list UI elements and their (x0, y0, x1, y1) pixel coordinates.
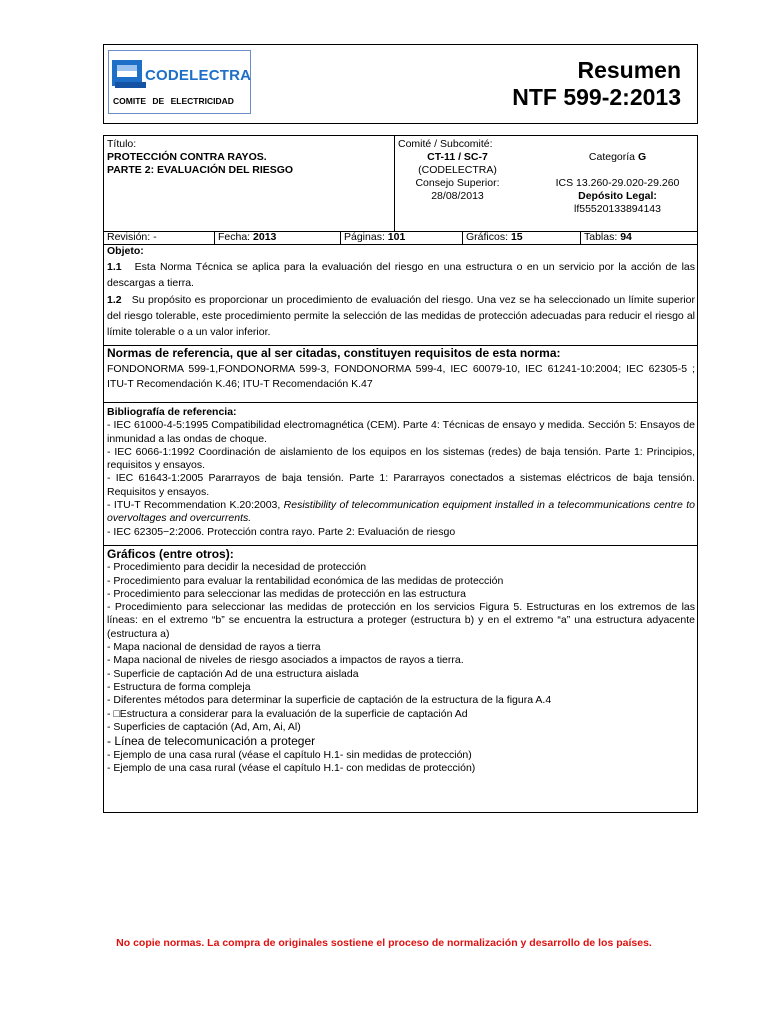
committee-label: Comité / Subcomité: (398, 138, 493, 150)
summary-table (103, 135, 698, 813)
grafico-item-12: - Línea de telecomunicación a proteger (107, 734, 316, 749)
pages-cell: Páginas: 101 (344, 231, 406, 243)
grafico-item-7: - Superficie de captación Ad de una estructura aislada (107, 667, 359, 680)
normas-text: FONDONORMA 599-1,FONDONORMA 599-3, FONDONORMA 599-4, IEC 60079-10, IEC 61241-10:2004; IEC 62305-5 ; ITU-T Recomendación K.46; ITU-T Recomendación K.47 (107, 363, 695, 390)
graficos-section (107, 548, 695, 776)
committee-org: (CODELECTRA) (418, 164, 497, 176)
objeto-p1: 1.1 Esta Norma Técnica se aplica para la evaluación del riesgo en una estructura o en un servicio por la acción de las descargas a tierra. (107, 261, 695, 289)
document-code: NTF 599-2:2013 (512, 84, 681, 110)
copyright-notice: No copie normas. La compra de originales sostiene el proceso de normalización y desarrollo de los países. (116, 937, 652, 949)
title-line-2: PARTE 2: EVALUACIÓN DEL RIESGO (107, 164, 294, 176)
title-line-1: PROTECCIÓN CONTRA RAYOS. (107, 151, 267, 163)
objeto-heading: Objeto: (107, 245, 144, 257)
bibliografia-item-3: - IEC 61643-1:2005 Pararrayos de baja tensión. Parte 1: Pararrayos conectados a sistemas eléctricos de baja tensión. Requisitos y ensayos. (107, 472, 695, 498)
grafico-item-14: - Ejemplo de una casa rural (véase el capítulo H.1- con medidas de protección) (107, 762, 476, 775)
document-type: Resumen (577, 57, 681, 83)
grafico-item-6: - Mapa nacional de niveles de riesgo asociados a impactos de rayos a tierra. (107, 654, 464, 667)
grafico-item-10: - □Estructura a considerar para la evaluación de la superficie de captación Ad (107, 707, 468, 720)
category: Categoría G (588, 151, 647, 163)
grafico-item-11: - Superficies de captación (Ad, Am, Ai, Al) (107, 720, 301, 733)
committee-cell (395, 136, 697, 231)
logo-subtitle: COMITE DE ELECTRICIDAD (113, 96, 234, 106)
objeto-p2: 1.2 Su propósito es proporcionar un procedimiento de evaluación del riesgo. Una vez se ha seleccionado un límite superior del riesgo tolerable, este procedimiento permite la selección de las medidas de protección adecuadas para reducir el riesgo al límite tolerable o a un valor inferior. (107, 294, 695, 338)
bibliografia-section (107, 406, 695, 539)
title-cell (104, 136, 394, 231)
graphics-cell: Gráficos: 15 (466, 231, 523, 243)
grafico-item-5: - Mapa nacional de densidad de rayos a tierra (107, 641, 321, 654)
deposit-label: Depósito Legal: (578, 190, 657, 202)
bibliografia-item-1: - IEC 61000-4-5:1995 Compatibilidad electromagnética (CEM). Parte 4: Técnicas de ensayo y medida. Sección 5: Ensayos de inmunidad a las ondas de choque. (107, 419, 695, 445)
normas-section (107, 347, 695, 392)
title-label: Título: (107, 138, 137, 150)
grafico-item-4: - Procedimiento para seleccionar las medidas de protección en los servicios Figura 5. Estructuras en los extremos de las líneas: en el extremo “b” se encuentra la estructura a proteger (estructura b) y en el extremo “a” una estructura adyacente (estructura a) (107, 601, 695, 640)
council-label: Consejo Superior: (415, 177, 500, 189)
objeto-section (107, 245, 695, 340)
bibliografia-item-2: - IEC 6066-1:1992 Coordinación de aislamiento de los equipos en los sistemas (redes) de baja tensión. Parte 1: Principios, requisitos y ensayos. (107, 445, 695, 472)
tables-cell: Tablas: 94 (584, 231, 632, 243)
grafico-item-13: - Ejemplo de una casa rural (véase el capítulo H.1- sin medidas de protección) (107, 749, 472, 762)
ics-code: ICS 13.260-29.020-29.260 (555, 177, 680, 189)
logo-name: CODELECTRA (145, 67, 252, 84)
date-cell: Fecha: 2013 (218, 231, 277, 243)
bibliografia-item-5: - IEC 62305−2:2006. Protección contra rayo. Parte 2: Evaluación de riesgo (107, 525, 456, 538)
revision-cell: Revisión: - (107, 231, 157, 243)
grafico-item-8: - Estructura de forma compleja (107, 680, 251, 693)
deposit-value: lf55520133894143 (573, 203, 661, 215)
council-date: 28/08/2013 (431, 190, 484, 202)
codelectra-logo (108, 50, 251, 114)
grafico-item-2: - Procedimiento para evaluar la rentabilidad económica de las medidas de protección (107, 574, 504, 587)
grafico-item-1: - Procedimiento para decidir la necesidad de protección (107, 561, 367, 574)
normas-heading: Normas de referencia, que al ser citadas, constituyen requisitos de esta norma: (107, 346, 561, 360)
grafico-item-3: - Procedimiento para seleccionar las medidas de protección en las estructura (107, 587, 466, 600)
committee-value: CT-11 / SC-7 (427, 151, 488, 163)
bibliografia-heading: Bibliografía de referencia: (107, 406, 237, 418)
codelectra-logo-icon (112, 60, 146, 88)
grafico-item-9: - Diferentes métodos para determinar la superficie de captación de la estructura de la figura A.4 (107, 694, 552, 707)
graficos-heading: Gráficos (entre otros): (107, 547, 234, 561)
document-header (103, 44, 698, 124)
bibliografia-item-4: - ITU-T Recommendation K.20:2003, Resistibility of telecommunication equipment installed in a telecommunications centre to overvoltages and overcurrents. (107, 499, 695, 525)
